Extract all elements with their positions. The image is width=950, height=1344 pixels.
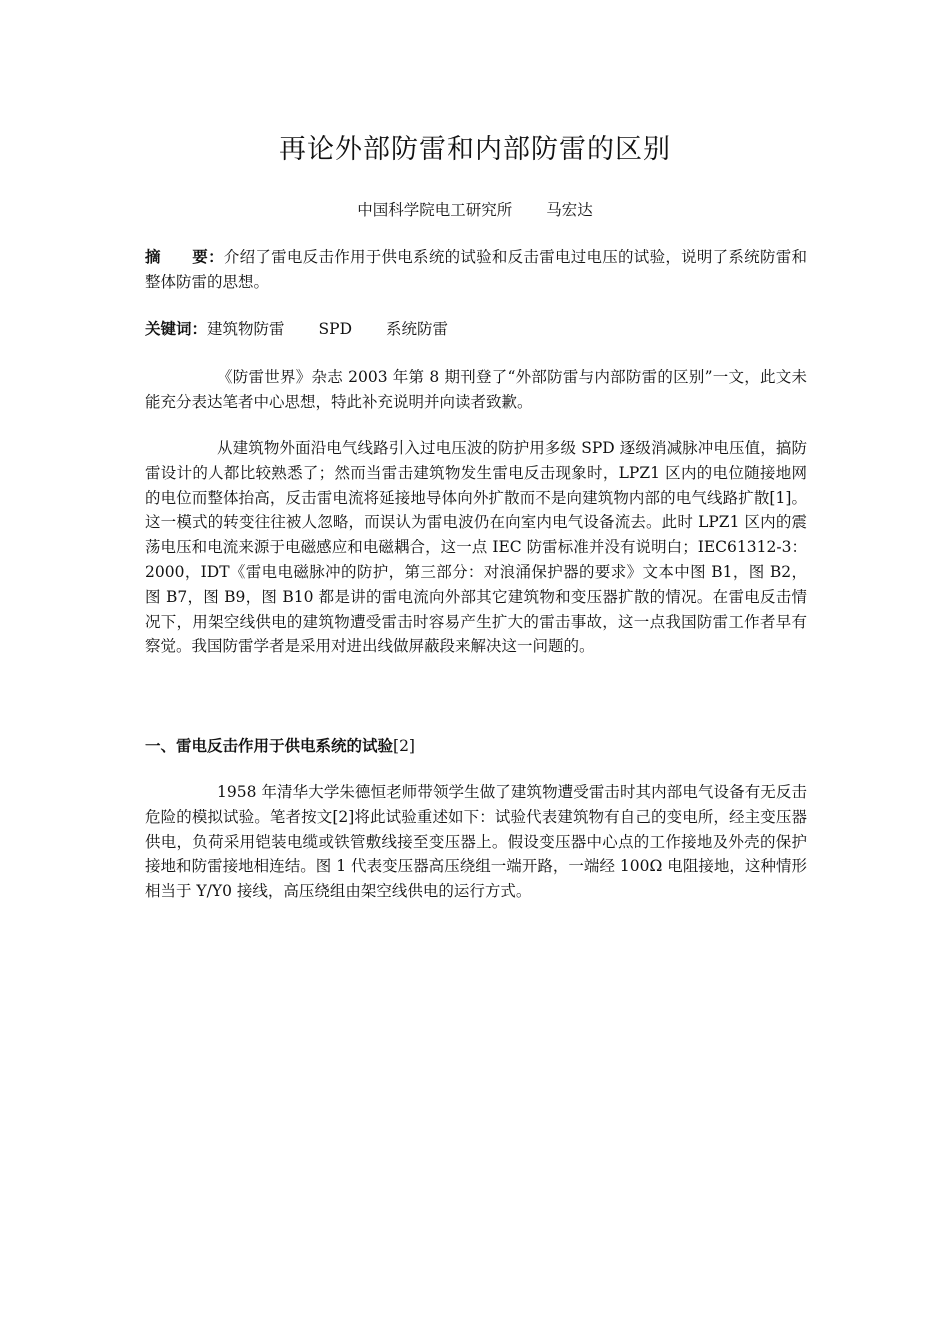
keywords <box>145 317 807 342</box>
section-heading-ref: [2] <box>393 737 415 755</box>
section-heading <box>145 734 807 759</box>
keywords-label: 关键词： <box>145 320 208 338</box>
body-paragraph: 《防雷世界》杂志 2003 年第 8 期刊登了“外部防雷与内部防雷的区别”一文，此文未能充分表达笔者中心思想，特此补充说明并向读者致歉。 <box>145 368 807 411</box>
keyword-item: 建筑物防雷 <box>207 320 285 338</box>
author-name: 马宏达 <box>546 201 593 219</box>
abstract <box>145 245 807 295</box>
document-title: 再论外部防雷和内部防雷的区别 <box>279 134 671 165</box>
author-affiliation: 中国科学院电工研究所 <box>357 201 513 219</box>
body-paragraph: 1958 年清华大学朱德恒老师带领学生做了建筑物遭受雷击时其内部电气设备有无反击危险的模拟试验。笔者按文[2]将此试验重述如下：试验代表建筑物有自己的变电所，经主变压器供电，负荷采用铠装电缆或铁管敷线接至变压器上。假设变压器中心点的工作接地及外壳的保护接地和防雷接地相连结。图 1 代表变压器高压绕组一端开路，一端经 100Ω 电阻接地，这种情形相当于 Y/Y0 接线，高压绕组由架空线供电的运行方式。 <box>145 783 807 901</box>
keyword-item: 系统防雷 <box>386 320 449 338</box>
section-heading-text: 一、雷电反击作用于供电系统的试验 <box>145 737 394 755</box>
abstract-label: 摘 要： <box>145 248 224 266</box>
body-paragraph: 从建筑物外面沿电气线路引入过电压波的防护用多级 SPD 逐级消减脉冲电压值，搞防雷设计的人都比较熟悉了；然而当雷击建筑物发生雷电反击现象时，LPZ1 区内的电位随接地网的电位而整体抬高，反击雷电流将延接地导体向外扩散而不是向建筑物内部的电气线路扩散[1]。这一模式的转变往往被人忽略，而误认为雷电波仍在向室内电气设备流去。此时 LPZ1 区内的震荡电压和电流来源于电磁感应和电磁耦合，这一点 IEC 防雷标准并没有说明白；IEC61312-3：2000，IDT《雷电电磁脉冲的防护，第三部分：对浪涌保护器的要求》文本中图 B1，图 B2，图 B7，图 B9，图 B10 都是讲的雷电流向外部其它建筑物和变压器扩散的情况。在雷电反击情况下，用架空线供电的建筑物遭受雷击时容易产生扩大的雷击事故，这一点我国防雷工作者早有察觉。我国防雷学者是采用对进出线做屏蔽段来解决这一问题的。 <box>145 439 807 656</box>
abstract-text: 介绍了雷电反击作用于供电系统的试验和反击雷电过电压的试验，说明了系统防雷和整体防雷的思想。 <box>145 248 807 291</box>
keyword-item: SPD <box>318 320 353 338</box>
author-line <box>0 199 950 221</box>
